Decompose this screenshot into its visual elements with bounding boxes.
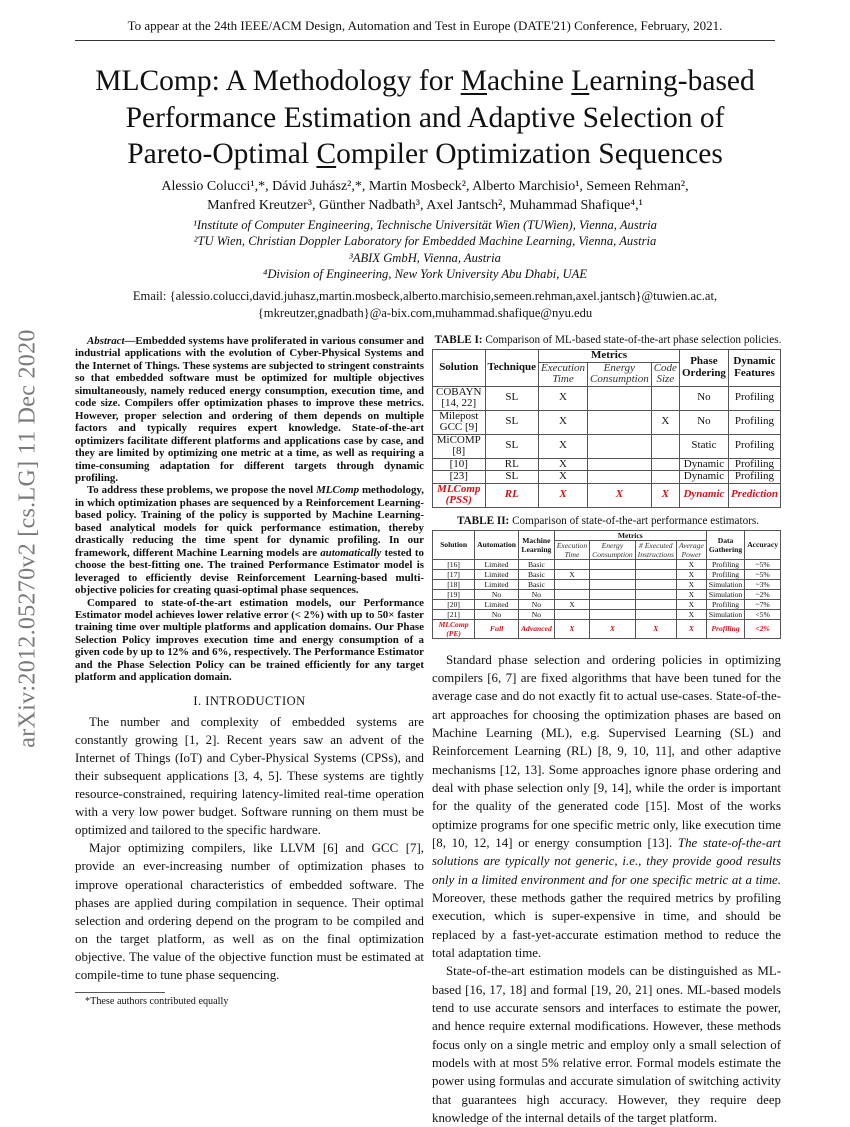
text-run: Abstract (87, 335, 125, 347)
left-column (75, 335, 424, 1008)
table-cell: Profiling (706, 619, 744, 638)
table-cell (651, 386, 679, 410)
header-text: Average (679, 541, 704, 550)
table-cell: COBAYN [14, 22] (433, 386, 486, 410)
affiliation: ²TU Wien, Christian Doppler Laboratory for Embedded Machine Learning, Vienna, Austria (40, 233, 810, 250)
text-run: State-of-the-art estimation models can be distinguished as ML-based [16, 17, 18] and formal [19, 20, 21] ones. ML-based models tend to use accurate sensors and interfaces to estimate the power, and hence require external modifications. However, these methods focus only on a single metric and employ only a small selection of models with at most 5% relative error. Formal models estimate the power using formulas and accurate simulation of switching activity that guarantees high accuracy. However, they require deep knowledge of the internal details of the target platform. (432, 964, 781, 1125)
table-row (433, 599, 781, 609)
table-cell: ~5% (745, 559, 781, 569)
title-text: C (316, 138, 336, 170)
table-cell: RL (485, 483, 539, 507)
table-cell (554, 559, 589, 569)
table-cell: X (676, 609, 706, 619)
text-run: —Embedded systems have proliferated in various consumer and industrial applications with the evolution of Cyber-Physical Systems and the Internet of Things. These systems are subjected to stringent constraints so that embedded software must be optimized for multiple objectives simultaneously, namely reduced energy consumption, execution time, and code size. Compilers offer optimization phases to improve these metrics. However, proper selection and ordering of them depends on multiple factors and typically requires expert knowledge. State-of-the-art optimizers facilitate different platforms and applications case by case, and they are limited by optimizing one metric at a time, as well as requiring a time-consuming adaptation for different targets through dynamic profiling. (75, 335, 424, 484)
table-cell: [21] (433, 609, 475, 619)
text-run: Compared to state-of-the-art estimation models, our Performance Estimator model achieves lower relative error (< 2%) with up to 50× faster training time over multiple platforms and application domains. Our Phase Selection Policy improves execution time and energy consumption of a given code by up to 12% and 6%, respectively. The Performance Estimator and the Phase Selection Policy can be trained efficiently for any target platform and application domain. (75, 597, 424, 684)
table-cell: X (590, 619, 636, 638)
table-cell: Profiling (706, 569, 744, 579)
title-text: M (461, 65, 487, 97)
table-cell: <2% (745, 619, 781, 638)
table2-caption (428, 514, 788, 528)
text-run: tested to choose the best-fitting one. The trained Performance Estimator model is leveraged to efficiently devise Reinforcement Learning-based multi-objective policies for creating quasi-optimal phase sequences. (75, 547, 424, 596)
table-cell: X (554, 599, 589, 609)
header-text: Energy (602, 541, 624, 550)
table-cell: Basic (518, 569, 554, 579)
table-cell: Dynamic (679, 483, 728, 507)
table-cell: X (539, 458, 588, 471)
table-cell: ~2% (745, 589, 781, 599)
table-cell: No (518, 589, 554, 599)
column-header: Metrics (539, 350, 680, 363)
table-cell (635, 609, 676, 619)
table-cell: Profiling (728, 458, 780, 471)
abstract (75, 335, 424, 684)
table-row (433, 609, 781, 619)
table-cell: Limited (475, 559, 519, 569)
table-cell (590, 579, 636, 589)
table-cell: X (539, 386, 588, 410)
table-cell: X (676, 579, 706, 589)
header-text: Gathering (709, 545, 742, 554)
column-header (539, 362, 588, 386)
table-cell: No (518, 599, 554, 609)
table-cell: No (679, 410, 728, 434)
table-row (433, 569, 781, 579)
table-cell: Advanced (518, 619, 554, 638)
table-cell: Static (679, 434, 728, 458)
table-cell: X (635, 619, 676, 638)
table-cell: X (651, 483, 679, 507)
text-run: automatically (320, 547, 381, 559)
table-cell (635, 579, 676, 589)
table-cell: X (539, 434, 588, 458)
table-cell: X (676, 589, 706, 599)
right-column-text (432, 651, 781, 1127)
table-cell (635, 569, 676, 579)
table-row (433, 483, 781, 507)
table-cell: SL (485, 434, 539, 458)
table-cell: SL (485, 471, 539, 484)
table-cell: [19] (433, 589, 475, 599)
column-header (679, 350, 728, 387)
table-row (433, 458, 781, 471)
table-cell: Full (475, 619, 519, 638)
header-rule (75, 40, 775, 41)
table-row (433, 410, 781, 434)
column-header (651, 362, 679, 386)
title-text: achine (487, 65, 571, 97)
header-text: Consumption (590, 373, 649, 385)
email-block (40, 288, 810, 322)
table-label: TABLE I: (435, 334, 483, 346)
text-run: MLComp (316, 484, 359, 496)
table-cell (590, 589, 636, 599)
table-cell: X (554, 619, 589, 638)
authors-line: Alessio Colucci¹,*, Dávid Juhász²,*, Martin Mosbeck², Alberto Marchisio¹, Semeen Rehman², (40, 177, 810, 196)
table-cell: No (679, 386, 728, 410)
section-heading-introduction: I. INTRODUCTION (75, 694, 424, 709)
table-cell: Basic (518, 579, 554, 589)
header-text: Energy (604, 362, 635, 374)
column-header (676, 540, 706, 559)
table-cell: Profiling (728, 471, 780, 484)
table-cell: X (539, 410, 588, 434)
header-text: Machine (522, 536, 550, 545)
column-header: Automation (475, 530, 519, 559)
table-cell: SL (485, 410, 539, 434)
text-run: The state-of-the-art solutions are typically not generic, i.e., they provide good results only in a limited environment and for one specific metric at a time. (432, 836, 781, 887)
table-cell (635, 589, 676, 599)
paragraph (75, 713, 424, 840)
table-cell: Dynamic (679, 458, 728, 471)
column-header (588, 362, 652, 386)
table-row (433, 559, 781, 569)
table-cell: X (651, 410, 679, 434)
column-header (590, 540, 636, 559)
table-cell: X (554, 569, 589, 579)
affiliations (40, 217, 810, 283)
table-cell: ~5% (745, 569, 781, 579)
arxiv-identifier: arXiv:2012.05270v2 [cs.LG] 11 Dec 2020 (15, 289, 42, 789)
table-cell: No (475, 609, 519, 619)
table-cell (588, 434, 652, 458)
table-1 (432, 349, 781, 508)
table-cell: Simulation (706, 609, 744, 619)
header-text: Learning (521, 545, 551, 554)
column-header: Technique (485, 350, 539, 387)
title-text: Pareto-Optimal (127, 138, 316, 170)
table-cell: ~3% (745, 579, 781, 589)
header-text: Execution (557, 541, 587, 550)
table-cell: [10] (433, 458, 486, 471)
header-text: Features (734, 367, 775, 379)
column-header: Accuracy (745, 530, 781, 559)
header-text: Consumption (592, 550, 633, 559)
text-run: methodology, in which optimization phases are sequenced by a Reinforcement Learning-based policy. Training of the policy is supported by Machine Learning-based analytical models for quick performance estimation, thereby drastically reducing the time spent for dynamic profiling. In our framework, different Machine Learning models are (75, 484, 424, 558)
header-text: Size (656, 373, 674, 385)
table-row (433, 434, 781, 458)
table-cell: X (539, 471, 588, 484)
table-cell: X (676, 559, 706, 569)
table-cell: X (676, 599, 706, 609)
table-cell: [23] (433, 471, 486, 484)
footnote-rule (75, 992, 165, 993)
table-cell (651, 434, 679, 458)
author-list (40, 177, 810, 215)
title-text: earning-based (589, 65, 754, 97)
paragraph (75, 335, 424, 484)
caption-text: Comparison of ML-based state-of-the-art phase selection policies. (483, 334, 782, 346)
title-text: ompiler Optimization Sequences (336, 138, 723, 170)
table-cell (651, 471, 679, 484)
table-cell (590, 559, 636, 569)
table-cell: Limited (475, 569, 519, 579)
table-cell: MLComp (PE) (433, 619, 475, 638)
table-cell: Profiling (706, 559, 744, 569)
header-text: Dynamic (733, 355, 775, 367)
table-row (433, 471, 781, 484)
table-cell: Profiling (728, 434, 780, 458)
text-run: Moreover, these methods gather the required metrics by profiling execution, which is super-expensive in time, and should be replaced by a fast-yet-accurate estimation method to reduce the total adaptation time. (432, 891, 781, 960)
table-cell: Milepost GCC [9] (433, 410, 486, 434)
table-cell: Dynamic (679, 471, 728, 484)
column-header (706, 530, 744, 559)
title-text: MLComp: A Methodology for (95, 65, 460, 97)
table-cell: RL (485, 458, 539, 471)
table-cell: Profiling (706, 599, 744, 609)
table-cell: Profiling (728, 386, 780, 410)
table-row (433, 589, 781, 599)
table-cell: X (539, 483, 588, 507)
text-run: To address these problems, we propose the novel (87, 484, 316, 496)
right-column (432, 333, 781, 1127)
table-cell: [18] (433, 579, 475, 589)
table-cell (588, 410, 652, 434)
introduction-text (75, 713, 424, 984)
text-run: Major optimizing compilers, like LLVM [6] and GCC [7], provide an ever-increasing number of optimization phases to improve operational characteristics of embedded software. The phases are applied during compilation in sequence. Their optimal selection and ordering depend on the program to be compiled and on the target platform, as well as on the final optimization objective. The value of the objective function must be estimated at compile-time to tune phase sequencing. (75, 841, 424, 982)
table-cell (651, 458, 679, 471)
title-text: L (571, 65, 589, 97)
table-cell (588, 386, 652, 410)
paragraph (75, 839, 424, 984)
table-cell: Simulation (706, 579, 744, 589)
table-row (433, 579, 781, 589)
affiliation: ⁴Division of Engineering, New York University Abu Dhabi, UAE (40, 266, 810, 283)
footnote-area (75, 984, 424, 1008)
table-cell: MiCOMP [8] (433, 434, 486, 458)
column-header: Solution (433, 530, 475, 559)
paper-front-matter (40, 18, 810, 322)
header-text: Execution (541, 362, 585, 374)
text-run: The number and complexity of embedded systems are constantly growing [1, 2]. Recent years saw an advent of the Internet of Things (IoT) and Cyber-Physical Systems (CPSs), and their subsequent applications [3, 4, 5]. These systems are tightly resource-constrained, requiring latency-limited real-time operation with a very low power budget. Software running on them must be optimized and tailored to the specific hardware. (75, 715, 424, 838)
table-cell (590, 599, 636, 609)
table-cell: No (475, 589, 519, 599)
table-cell (554, 579, 589, 589)
header-text: Time (565, 550, 580, 559)
column-header: Solution (433, 350, 486, 387)
table-cell: Profiling (728, 410, 780, 434)
column-header (554, 540, 589, 559)
table-2 (432, 530, 781, 639)
table-cell (554, 609, 589, 619)
title-text: Performance Estimation and Adaptive Selection of (40, 100, 810, 137)
table-cell: [20] (433, 599, 475, 609)
table-cell: No (518, 609, 554, 619)
table-cell: ~7% (745, 599, 781, 609)
footnote: *These authors contributed equally (85, 996, 424, 1008)
table-cell (590, 569, 636, 579)
table-cell: <5% (745, 609, 781, 619)
table-cell: [16] (433, 559, 475, 569)
table-cell: Basic (518, 559, 554, 569)
paragraph (75, 484, 424, 596)
table-cell: SL (485, 386, 539, 410)
table-cell: X (676, 569, 706, 579)
table-label: TABLE II: (457, 515, 509, 527)
column-header: Metrics (554, 530, 706, 540)
paragraph (75, 597, 424, 684)
table-cell: X (588, 483, 652, 507)
table-cell: Prediction (728, 483, 780, 507)
header-text: Power (682, 550, 702, 559)
header-text: Data (718, 536, 734, 545)
table-row (433, 386, 781, 410)
conference-header: To appear at the 24th IEEE/ACM Design, Automation and Test in Europe (DATE'21) Conference, February, 2021. (40, 18, 810, 34)
table-cell: Limited (475, 579, 519, 589)
table-cell: Simulation (706, 589, 744, 599)
header-text: Phase (690, 355, 718, 367)
table-cell (554, 589, 589, 599)
table-row (433, 619, 781, 638)
paragraph (432, 962, 781, 1127)
table-cell: X (676, 619, 706, 638)
table1-caption (428, 333, 788, 347)
table-cell (588, 458, 652, 471)
header-text: Instructions (638, 550, 674, 559)
column-header (635, 540, 676, 559)
table-cell: Limited (475, 599, 519, 609)
table-cell: [17] (433, 569, 475, 579)
header-text: Time (552, 373, 573, 385)
authors-line: Manfred Kreutzer³, Günther Nadbath³, Axel Jantsch², Muhammad Shafique⁴,¹ (40, 196, 810, 215)
column-header (728, 350, 780, 387)
header-text: Ordering (682, 367, 726, 379)
column-header (518, 530, 554, 559)
table-cell (590, 609, 636, 619)
table-cell (635, 599, 676, 609)
affiliation: ¹Institute of Computer Engineering, Technische Universität Wien (TUWien), Vienna, Austria (40, 217, 810, 234)
paper-title (40, 63, 810, 173)
email-line: {mkreutzer,gnadbath}@a-bix.com,muhammad.shafique@nyu.edu (40, 305, 810, 322)
table-cell: MLComp (PSS) (433, 483, 486, 507)
paragraph (432, 651, 781, 963)
affiliation: ³ABIX GmbH, Vienna, Austria (40, 250, 810, 267)
text-run: Standard phase selection and ordering policies in optimizing compilers [6, 7] are fixed algorithms that have been tuned for the average case and do not exactly fit to actual use-cases. State-of-the-art approaches for choosing the optimization phases are based on Machine Learning (ML), e.g. Supervised Learning (SL) and Reinforcement Learning (RL) [8, 9, 10, 11], and other adaptive mechanisms [12, 13]. Some approaches ignore phase ordering and deal with phase selection only [9, 14], while the order is important for the quality of the generated code [15]. Most of the works optimize programs for one specific metric only, like execution time [8, 10, 12, 14] or energy consumption [13]. (432, 653, 781, 850)
table-cell (588, 471, 652, 484)
header-text: Code (654, 362, 677, 374)
caption-text: Comparison of state-of-the-art performance estimators. (509, 515, 759, 527)
email-line: Email: {alessio.colucci,david.juhasz,martin.mosbeck,alberto.marchisio,semeen.rehman,axel.jantsch}@tuwien.ac.at, (40, 288, 810, 305)
table-cell (635, 559, 676, 569)
header-text: # Executed (639, 541, 673, 550)
